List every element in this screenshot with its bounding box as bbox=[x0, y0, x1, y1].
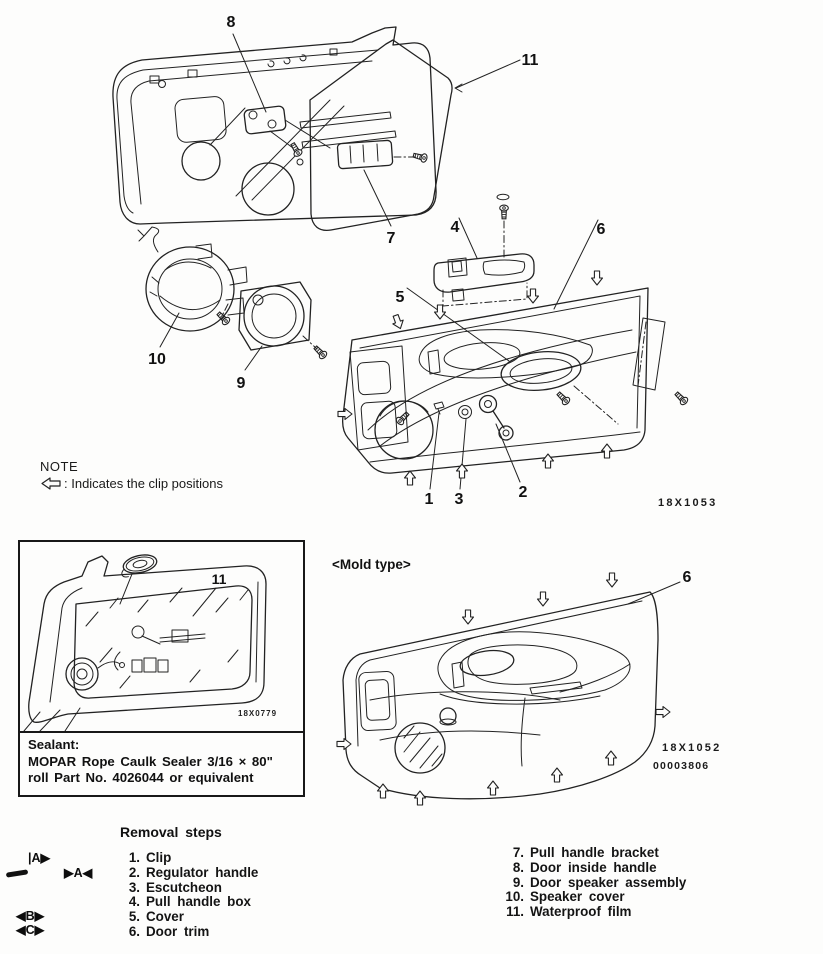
figure-mold-illustration bbox=[330, 556, 823, 840]
callout-10: 10 bbox=[148, 351, 166, 368]
step-number: 4. bbox=[128, 894, 140, 910]
step-number: 7. bbox=[512, 845, 524, 860]
step-label: Regulator handle bbox=[146, 864, 259, 880]
callout-3: 3 bbox=[454, 491, 464, 508]
step-number: 5. bbox=[128, 909, 140, 925]
step-row-7 bbox=[496, 845, 686, 860]
door-speaker-art bbox=[237, 282, 329, 392]
note-title: NOTE bbox=[40, 459, 79, 474]
step-row-1 bbox=[118, 850, 258, 865]
step-marker-a2: ▶A◀ bbox=[64, 866, 93, 880]
callout-11: 11 bbox=[521, 52, 539, 69]
step-row-5 bbox=[118, 909, 258, 924]
step-label: Pull handle bracket bbox=[530, 845, 659, 860]
figure-id-top: 18X1053 bbox=[658, 497, 718, 509]
sealant-line-2: MOPAR Rope Caulk Sealer 3/16 × 80" bbox=[28, 753, 273, 769]
step-label: Speaker cover bbox=[530, 889, 625, 905]
removal-steps-left-column bbox=[118, 850, 258, 939]
callout-4: 4 bbox=[450, 219, 460, 236]
step-row-6 bbox=[118, 924, 258, 939]
step-row-8 bbox=[496, 860, 686, 875]
figure-id-mold: 18X1052 bbox=[662, 742, 722, 754]
step-number: 8. bbox=[512, 859, 524, 875]
callout-2: 2 bbox=[518, 484, 528, 501]
step-number: 6. bbox=[128, 923, 140, 939]
note-text: : Indicates the clip positions bbox=[64, 476, 223, 491]
speaker-cover-art bbox=[138, 227, 247, 368]
removal-steps-section bbox=[0, 818, 823, 954]
step-label: Door speaker assembly bbox=[530, 874, 687, 890]
step-row-4 bbox=[118, 894, 258, 909]
step-label: Door trim bbox=[146, 923, 210, 939]
callout-8: 8 bbox=[226, 14, 236, 31]
step-number: 1. bbox=[128, 850, 140, 865]
step-row-9 bbox=[496, 875, 686, 890]
step-marker-c: ◀C▶ bbox=[16, 923, 45, 937]
step-row-3 bbox=[118, 880, 258, 895]
step-marker-a1: |A▶ bbox=[28, 851, 51, 865]
step-label: Escutcheon bbox=[146, 879, 222, 895]
step-row-10 bbox=[496, 889, 686, 904]
step-row-11 bbox=[496, 904, 686, 919]
removal-steps-right-column bbox=[496, 845, 686, 919]
sealant-line-1: Sealant: bbox=[28, 737, 80, 752]
note-block bbox=[40, 458, 223, 492]
step-marker-b: ◀B▶ bbox=[16, 909, 45, 923]
door-inner-panel-art bbox=[113, 27, 436, 224]
sealant-note bbox=[20, 731, 303, 787]
step-number: 9. bbox=[512, 874, 524, 890]
callout-mold-6: 6 bbox=[682, 569, 692, 586]
step-number: 3. bbox=[128, 879, 140, 895]
step-number: 10. bbox=[505, 889, 524, 905]
callout-inset-11: 11 bbox=[211, 571, 227, 587]
step-number: 11. bbox=[506, 904, 524, 920]
step-label: Clip bbox=[146, 850, 172, 865]
callout-5: 5 bbox=[395, 289, 405, 306]
page-edge-mark bbox=[6, 869, 28, 877]
step-row-2 bbox=[118, 865, 258, 880]
waterproof-film-art bbox=[310, 40, 539, 230]
step-label: Door inside handle bbox=[530, 859, 657, 875]
step-label: Waterproof film bbox=[530, 904, 632, 920]
step-number: 2. bbox=[128, 864, 140, 880]
clip-arrow-icon bbox=[40, 477, 62, 490]
mold-type-label: <Mold type> bbox=[332, 557, 411, 572]
door-trim-art bbox=[343, 220, 689, 508]
removal-steps-title: Removal steps bbox=[120, 824, 222, 840]
figure-code-mold: 00003806 bbox=[653, 760, 710, 772]
figure-id-inset: 18X0779 bbox=[238, 709, 278, 718]
mold-door-trim-art bbox=[343, 569, 692, 799]
inset-door-art bbox=[24, 556, 266, 731]
sealant-inset-box bbox=[18, 540, 305, 797]
step-label: Pull handle box bbox=[146, 894, 251, 910]
sealant-line-3: roll Part No. 4026044 or equivalent bbox=[28, 770, 254, 785]
callout-9: 9 bbox=[236, 375, 246, 392]
callout-7: 7 bbox=[386, 230, 396, 247]
callout-6: 6 bbox=[596, 221, 606, 238]
pull-handle-bracket-art bbox=[337, 140, 428, 247]
step-label: Cover bbox=[146, 909, 184, 925]
inset-illustration bbox=[20, 542, 299, 731]
pull-handle-box-art bbox=[434, 194, 534, 306]
callout-1: 1 bbox=[424, 491, 434, 508]
